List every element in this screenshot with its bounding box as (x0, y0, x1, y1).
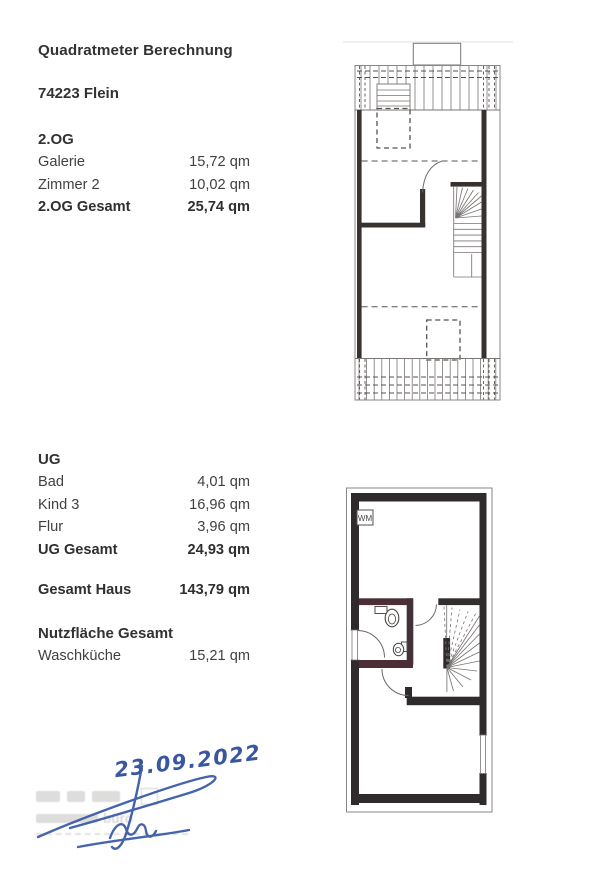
ladder-hatch (377, 84, 410, 110)
row-value: 15,72 qm (189, 154, 250, 171)
window-right-wall (479, 735, 487, 774)
grand-total-label: Gesamt Haus (38, 582, 132, 598)
document-title-block (38, 42, 250, 59)
row-label: Zimmer 2 (38, 176, 100, 193)
dashed-opening-upper (377, 109, 410, 149)
bottom-wall (351, 794, 487, 803)
table-row (38, 494, 250, 516)
section-ug-heading: UG (38, 451, 61, 468)
floorplan-upper-2og (343, 40, 513, 405)
row-value: 15,21 qm (189, 648, 250, 665)
table-row (38, 151, 250, 173)
address-block (38, 85, 250, 102)
top-wall (351, 493, 487, 502)
grand-total-value: 143,79 qm (179, 582, 250, 598)
row-value: 16,96 qm (189, 496, 250, 513)
staircase-upper (454, 187, 482, 277)
row-value: 3,96 qm (197, 519, 250, 536)
row-value: 10,02 qm (189, 176, 250, 193)
row-label: Waschküche (38, 648, 122, 665)
section-2og (38, 129, 250, 219)
table-row-total (38, 196, 250, 218)
floorplan-lower-ug (340, 468, 500, 820)
dormer-outline (413, 43, 460, 65)
bottom-hatch-band (355, 359, 500, 400)
right-wall (482, 110, 487, 359)
table-row-grand-total (38, 579, 250, 601)
total-value: 24,93 qm (187, 541, 250, 558)
interior-wall-horizontal (357, 223, 425, 228)
table-row (38, 645, 250, 667)
section-nutzflaeche-heading: Nutzfläche Gesamt (38, 625, 174, 642)
door-swing-arc (423, 161, 443, 193)
address: 74223 Flein (38, 85, 119, 102)
washing-machine-symbol (357, 510, 373, 525)
bath-wall-top-right (438, 598, 480, 605)
washer-label: WM (357, 514, 373, 523)
page-title: Quadratmeter Berechnung (38, 42, 233, 59)
bath-wall-top-left (359, 598, 413, 605)
stair-bottom-wall (407, 697, 480, 706)
table-row (38, 174, 250, 196)
total-label: UG Gesamt (38, 541, 118, 558)
table-row (38, 471, 250, 493)
total-label: 2.OG Gesamt (38, 199, 131, 216)
section-ug (38, 449, 250, 561)
stair-wall (451, 182, 487, 187)
table-row (38, 516, 250, 538)
left-wall-opening (351, 630, 360, 660)
section-2og-heading: 2.OG (38, 131, 74, 148)
table-row-total (38, 539, 250, 561)
handwritten-signature (26, 740, 263, 860)
row-label: Galerie (38, 154, 86, 171)
row-label: Flur (38, 519, 64, 536)
summary-block (38, 579, 250, 601)
handwritten-date: 23.09.2022 (112, 740, 263, 783)
hall-wall-stub (405, 687, 412, 698)
bath-wall-vertical (407, 598, 414, 665)
total-value: 25,74 qm (187, 199, 250, 216)
row-value: 4,01 qm (197, 474, 250, 491)
interior-wall-stub (420, 189, 425, 227)
row-label: Bad (38, 474, 64, 491)
section-nutzflaeche (38, 623, 250, 668)
stamp-text-fragment: büro (103, 811, 133, 826)
dashed-opening-lower (427, 320, 460, 360)
row-label: Kind 3 (38, 496, 80, 513)
left-wall (357, 110, 362, 359)
bath-wall-lower (359, 660, 413, 668)
